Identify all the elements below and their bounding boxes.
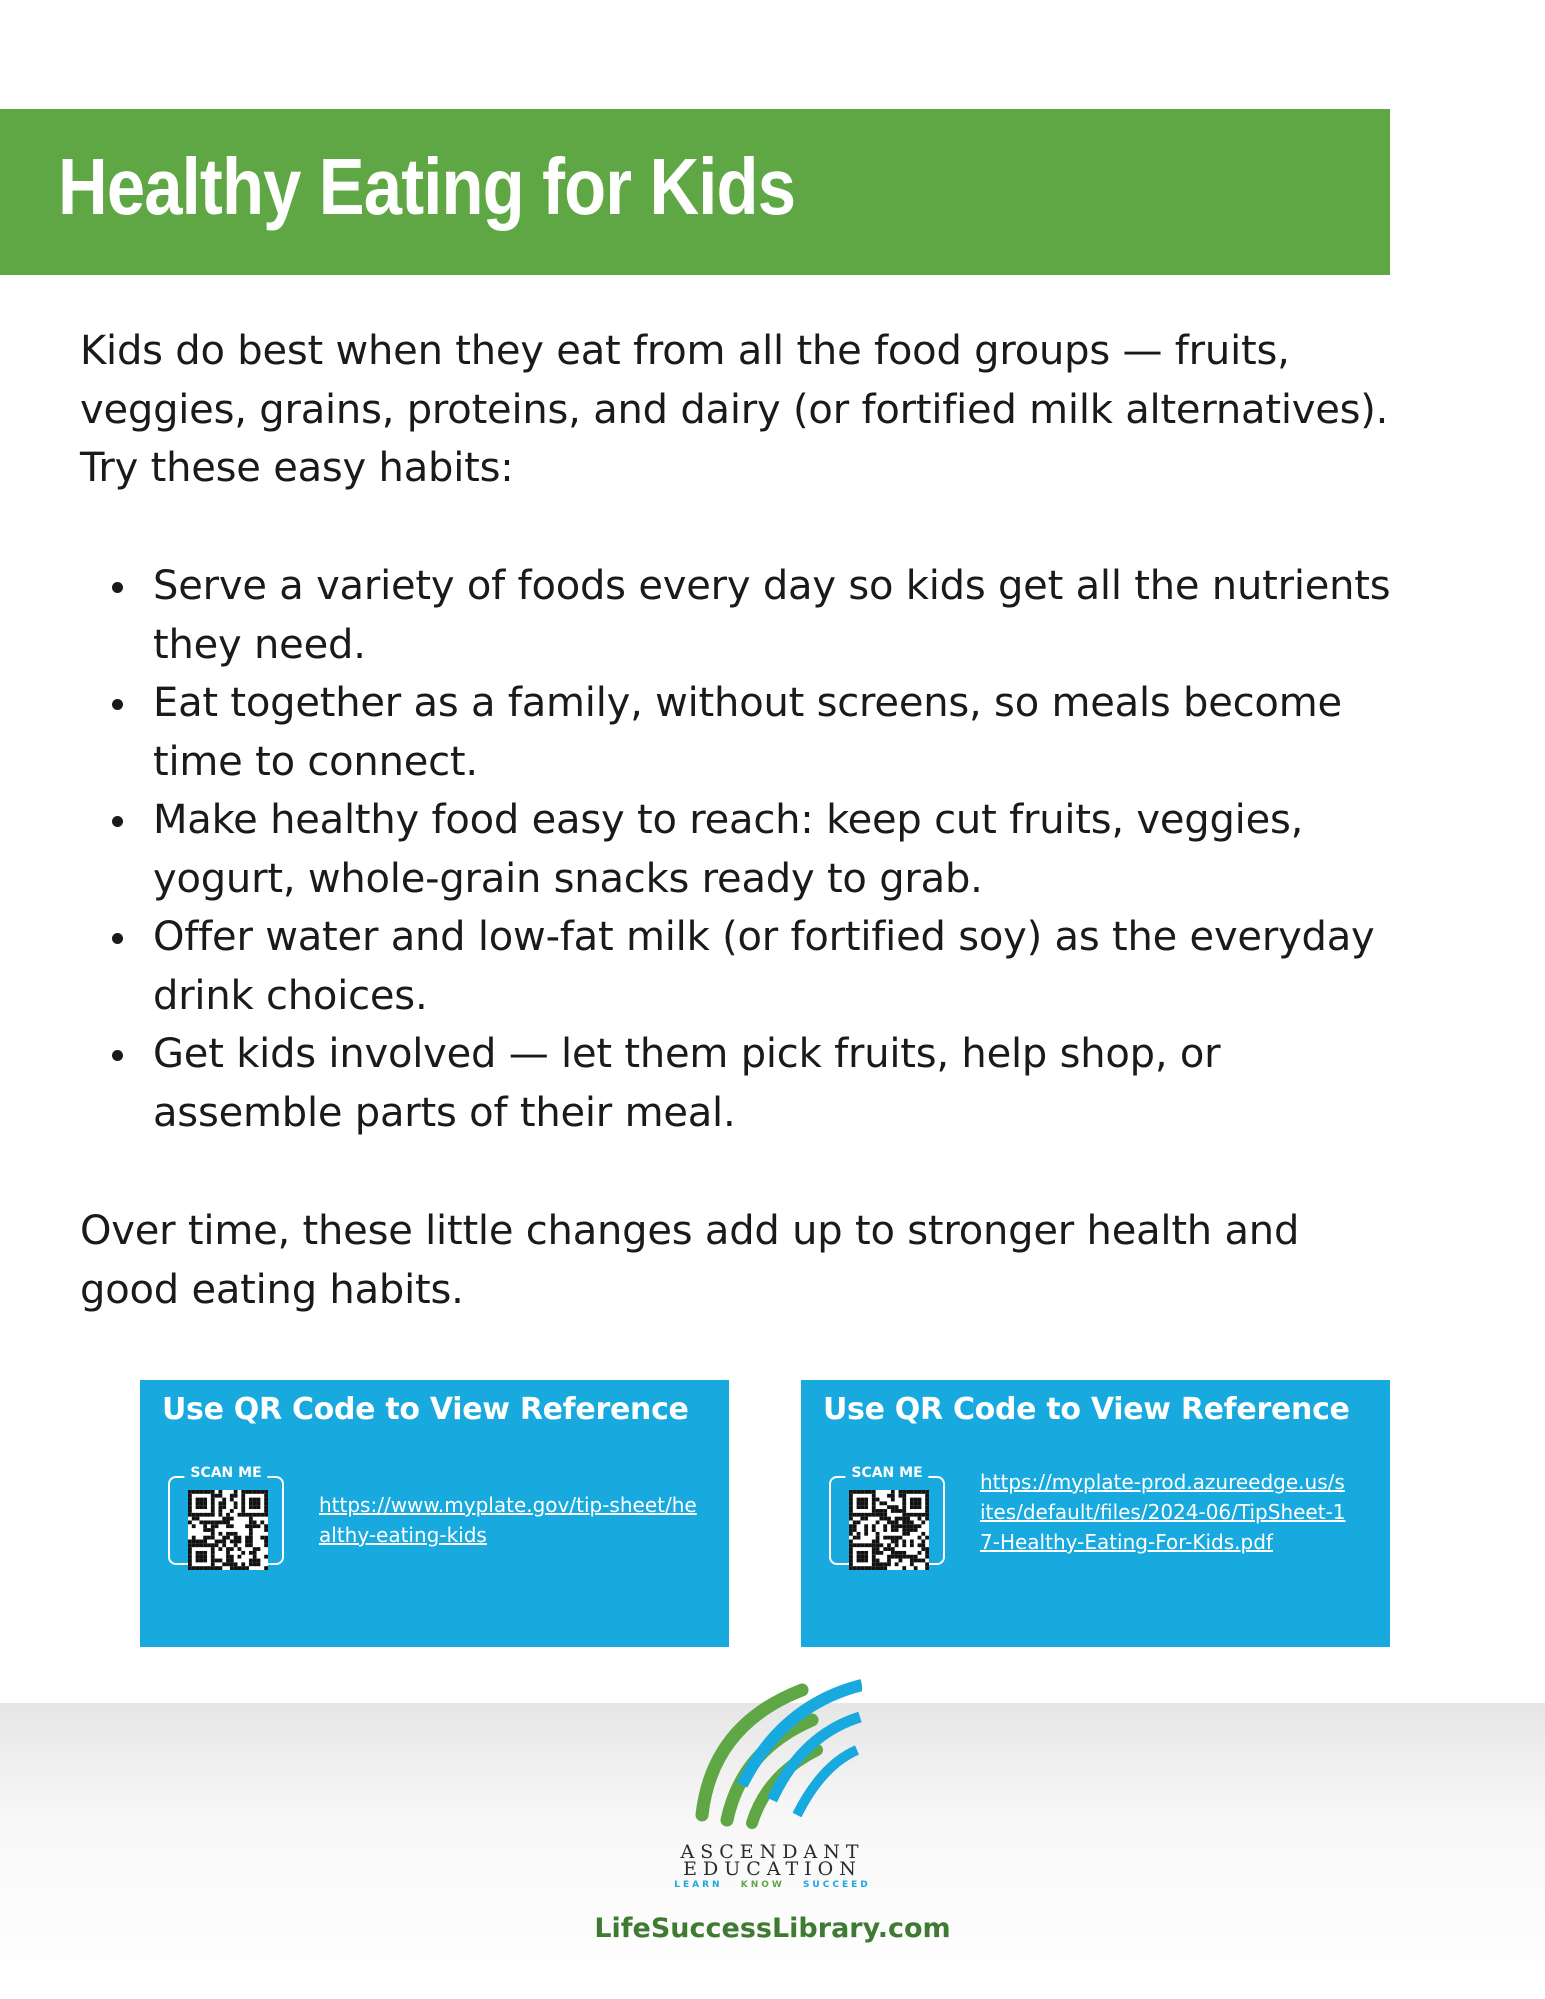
list-item [100, 908, 1410, 1025]
scan-me-label: SCAN ME [184, 1465, 267, 1481]
list-item [100, 674, 1410, 791]
list-item-text: Eat together as a family, without screens, so meals become time to connect. [153, 680, 1342, 785]
list-item [100, 557, 1410, 674]
footer-website[interactable]: LifeSuccessLibrary.com [594, 1913, 951, 1944]
bullet-icon [112, 582, 123, 593]
reference-link[interactable]: https://myplate-prod.azureedge.us/sites/default/files/2024-06/TipSheet-17-Healthy-Eating-For-Kids.pdf [980, 1470, 1346, 1554]
ascendant-education-logo-icon [682, 1665, 862, 1830]
list-item-text: Offer water and low-fat milk (or fortified soy) as the everyday drink choices. [153, 914, 1375, 1019]
tagline-word: KNOW [740, 1880, 785, 1890]
list-item-text: Get kids involved — let them pick fruits, help shop, or assemble parts of their meal. [153, 1031, 1221, 1136]
reference-card-title: Use QR Code to View Reference [162, 1392, 689, 1427]
bullet-icon [112, 1050, 123, 1061]
page-title: Healthy Eating for Kids [58, 142, 796, 231]
logo-wordmark-line2: EDUCATION [683, 1858, 862, 1880]
intro-paragraph: Kids do best when they eat from all the food groups — fruits, veggies, grains, proteins, and dairy (or fortified milk alternatives). Try these easy habits: [80, 328, 1389, 491]
scan-me-label: SCAN ME [845, 1465, 928, 1481]
logo-tagline [0, 1880, 1545, 1890]
qr-code-icon[interactable] [188, 1490, 268, 1570]
logo-wordmark-line1: ASCENDANT [680, 1841, 865, 1863]
list-item [100, 1025, 1410, 1142]
bullet-icon [112, 816, 123, 827]
reference-card-2 [801, 1380, 1390, 1647]
reference-card-1 [140, 1380, 729, 1647]
list-item [100, 791, 1410, 908]
title-banner [0, 109, 1390, 275]
qr-code-icon[interactable] [849, 1490, 929, 1570]
habits-list [100, 557, 1410, 1142]
reference-link[interactable]: https://www.myplate.gov/tip-sheet/healthy-eating-kids [319, 1493, 697, 1547]
bullet-icon [112, 933, 123, 944]
qr-code-frame [829, 1465, 945, 1565]
reference-card-title: Use QR Code to View Reference [823, 1392, 1350, 1427]
closing-paragraph: Over time, these little changes add up to stronger health and good eating habits. [80, 1208, 1300, 1313]
list-item-text: Make healthy food easy to reach: keep cut fruits, veggies, yogurt, whole-grain snacks ready to grab. [153, 797, 1304, 902]
tagline-word: LEARN [674, 1880, 723, 1890]
list-item-text: Serve a variety of foods every day so kids get all the nutrients they need. [153, 563, 1391, 668]
bullet-icon [112, 699, 123, 710]
qr-code-frame [168, 1465, 284, 1565]
tagline-word: SUCCEED [802, 1880, 871, 1890]
